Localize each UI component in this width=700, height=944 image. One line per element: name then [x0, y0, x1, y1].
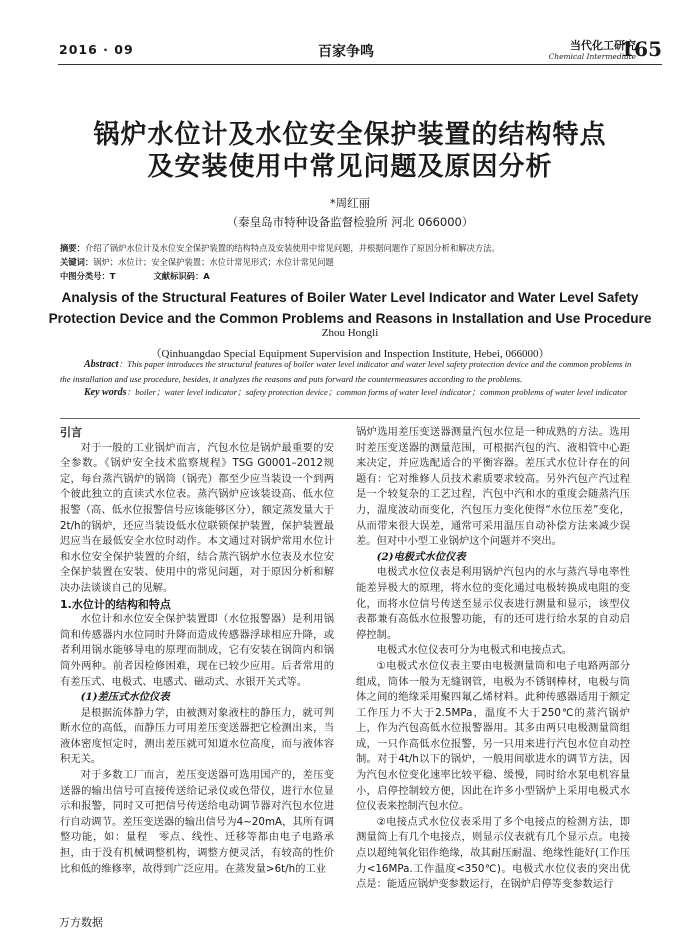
subsection-2-heading: (2)电极式水位仪表 — [376, 550, 466, 563]
page-number: 165 — [620, 37, 662, 61]
affiliation: （秦皇岛市特种设备监督检验所 河北 066000） — [226, 215, 474, 229]
right-paragraph-1: 锅炉选用差压变送器测量汽包水位是一种成熟的方法。选用时差压变送器的测量范围，可根据汽包的汽、液相管中心距来决定，并应选配适合的平衡容器。差压式水位计存在的问题有：它对维修人员技术素质要求较高。另外汽包产汽过程是一个较复杂的工艺过程，汽包中汽和水的重度会随蒸汽压力，温度波动而变化，汽包压力变化使得“水位压差”变化，从而带来很大误差，通常可采用温压自动补偿方法来减少误差。但对中小型工业锅炉这个问题并不突出。 — [356, 426, 630, 548]
doc-label: 文献标识码： — [153, 271, 204, 281]
right-paragraph-4: ①电极式水位仪表主要由电极测量筒和电子电路两部分组成，筒体一般为无缝钢管，电极为不锈钢棒材，电极与筒体之间的绝缘采用聚四氟乙烯材料。此种传感器适用于额定工作压力不大于2.5MPa，温度不大于250℃的蒸汽锅炉上，作为汽包高低水位报警器用。其多由两只电极测量筒组成，一只作高低水位报警，另一只用来进行汽包水位自动控制。对于4t/h以下的锅炉，一般用间歇进水的调节方法，因为汽包水位变化速率比较平稳、缓慢，同时给水泵电机容量小，启停控制较方便，因此在许多小型锅炉上采用电极式水位仪表来控制汽包水位。 — [356, 659, 630, 813]
doc-value: A — [203, 271, 210, 281]
classification — [60, 269, 660, 283]
right-paragraph-3: 电极式水位仪表可分为电极式和电接点式。 — [376, 644, 573, 657]
abstract-cn-text: 介绍了锅炉水位计及水位安全保护装置的结构特点及安装使用中常见问题，并根据问题作了原因分析和解决方法。 — [84, 243, 500, 253]
issue-label: 2016 · 09 — [59, 42, 134, 57]
subsection-1-heading: (1)差压式水位仪表 — [80, 691, 170, 704]
clc-label: 中图分类号： — [60, 271, 110, 281]
clc-value: T — [109, 271, 116, 281]
keywords-cn-label: 关键词： — [60, 257, 94, 267]
abstract-en-label: Abstract — [84, 359, 119, 370]
keywords-en-label: Key words — [84, 387, 127, 398]
abstract-divider — [60, 418, 640, 419]
author-en: Zhou Hongli — [321, 327, 379, 339]
left-column — [60, 425, 334, 877]
journal-name-en: Chemical Intermediate — [548, 52, 636, 61]
title-line-2: 及安装使用中常见问题及原因分析 — [147, 152, 553, 182]
column-name: 百家争鸣 — [318, 44, 374, 60]
affiliation-en: （Qinhuangdao Special Equipment Supervision and Inspection Institute, Hebei, 066000） — [150, 348, 550, 360]
right-paragraph-5: ②电接点式水位仪表采用了多个电接点的检测方法，即测量筒上有几个电接点，则显示仪表就有几个显示点。电接点以超纯氧化铝作绝缘，故其耐压耐温、绝缘性能好(工作压力<16MPa.工作温度<350℃)。电极式水位仪表的突出优点是：能适应锅炉变参数运行，在锅炉启停等变参数运行 — [356, 815, 630, 891]
keywords-en — [60, 385, 643, 400]
header-divider — [58, 64, 662, 65]
keywords-en-text: ：boiler；water level indicator；safety protection device；common forms of water level indicator；common problems of water level indicator — [126, 387, 628, 397]
intro-paragraph: 对于一般的工业锅炉而言，汽包水位是锅炉最重要的安全参数。《锅炉安全技术监察规程》TSG G0001–2012规定，每台蒸汽锅炉的锅筒（锅壳）都至少应当装设一个到两个彼此独立的直读式水位表。蒸汽锅炉应该装设高、低水位报警（高、低水位报警信号应该能够区分），额定蒸发量大于2t/h的锅炉，还应当装设低水位联锁保护装置，保护装置最迟应当在最低安全水位时动作。本文通过对锅炉常用水位计和水位安全保护装置的介绍，结合蒸汽锅炉水位表及水位安全保护装置在安装、使用中的常见问题，对于原因分析和解决办法谈谈自己的见解。 — [60, 441, 334, 594]
abstract-en — [60, 357, 643, 386]
abstract-cn — [60, 241, 660, 255]
abstract-cn-label: 摘要： — [60, 243, 85, 253]
subsection-1-paragraph-1: 是根据流体静力学，由被测对象液柱的静压力，就可判断水位的高低，而静压力可用差压变送器把它检测出来，当液体密度恒定时，测出差压就可知道水位高度，而与液体容积无关。 — [60, 706, 334, 766]
right-column — [356, 425, 630, 893]
section-1-paragraph: 水位计和水位安全保护装置即（水位报警器）是利用锅筒和传感器内水位同时升降而造成传感器浮球相应升降，或者利用锅水能够导电的原理而制成，它有安装在锅筒内和锅筒外两种。前者因检修困难，现在已较少应用。后者常用的有差压式、电极式、电感式、磁动式、水银开关式等。 — [60, 613, 334, 688]
title-en-line-1: Analysis of the Structural Features of Boiler Water Level Indicator and Water Level Safety — [61, 290, 639, 305]
abstract-en-text: ：This paper introduces the structural features of boiler water level indicator and water level safety protection device and the common problems in the installation and use procedure, besides, it analyzes the reasons and puts forward the countermeasures according to the problems. — [60, 359, 632, 384]
title-line-1: 锅炉水位计及水位安全保护装置的结构特点 — [93, 120, 607, 150]
author: *周红丽 — [329, 196, 371, 210]
footer-watermark: 万方数据 — [59, 916, 103, 929]
right-paragraph-2: 电极式水位仪表是利用锅炉汽包内的水与蒸汽导电率性能差异极大的原理，将水位的变化通过电极转换成电阻的变化，而将水位信号传送至显示仪表进行测量和显示，该型仪表都兼有高低水位报警功能，有的还可进行给水泵的自动启停控制。 — [356, 566, 630, 641]
section-1-heading: 1.水位计的结构和特点 — [60, 597, 171, 611]
subsection-1-paragraph-2: 对于多数工厂而言，差压变送器可选用国产的，差压变送器的输出信号可直接传送给记录仪或色带仪，进行水位显示和报警，同时又可把信号传送给电动调节器对汽包水位进行自动调节。差压变送器的输出信号为4~20mA，其所有调整功能，如：量程 零点、线性、迁移等都由电子电路承担，由于没有机械调整机构，调整方便灵活，有较高的性价比和低的维修率，故得到广泛应用。在蒸发量>6t/h的工业 — [60, 769, 334, 875]
keywords-cn — [60, 255, 660, 269]
intro-heading: 引言 — [60, 426, 82, 439]
keywords-cn-text: 锅炉；水位计；安全保护装置；水位计常见形式；水位计常见问题 — [93, 257, 334, 267]
title-en-line-2: Protection Device and the Common Problems and Reasons in Installation and Use Procedure — [48, 311, 652, 326]
journal-name-cn: 当代化工研究 — [570, 39, 636, 52]
